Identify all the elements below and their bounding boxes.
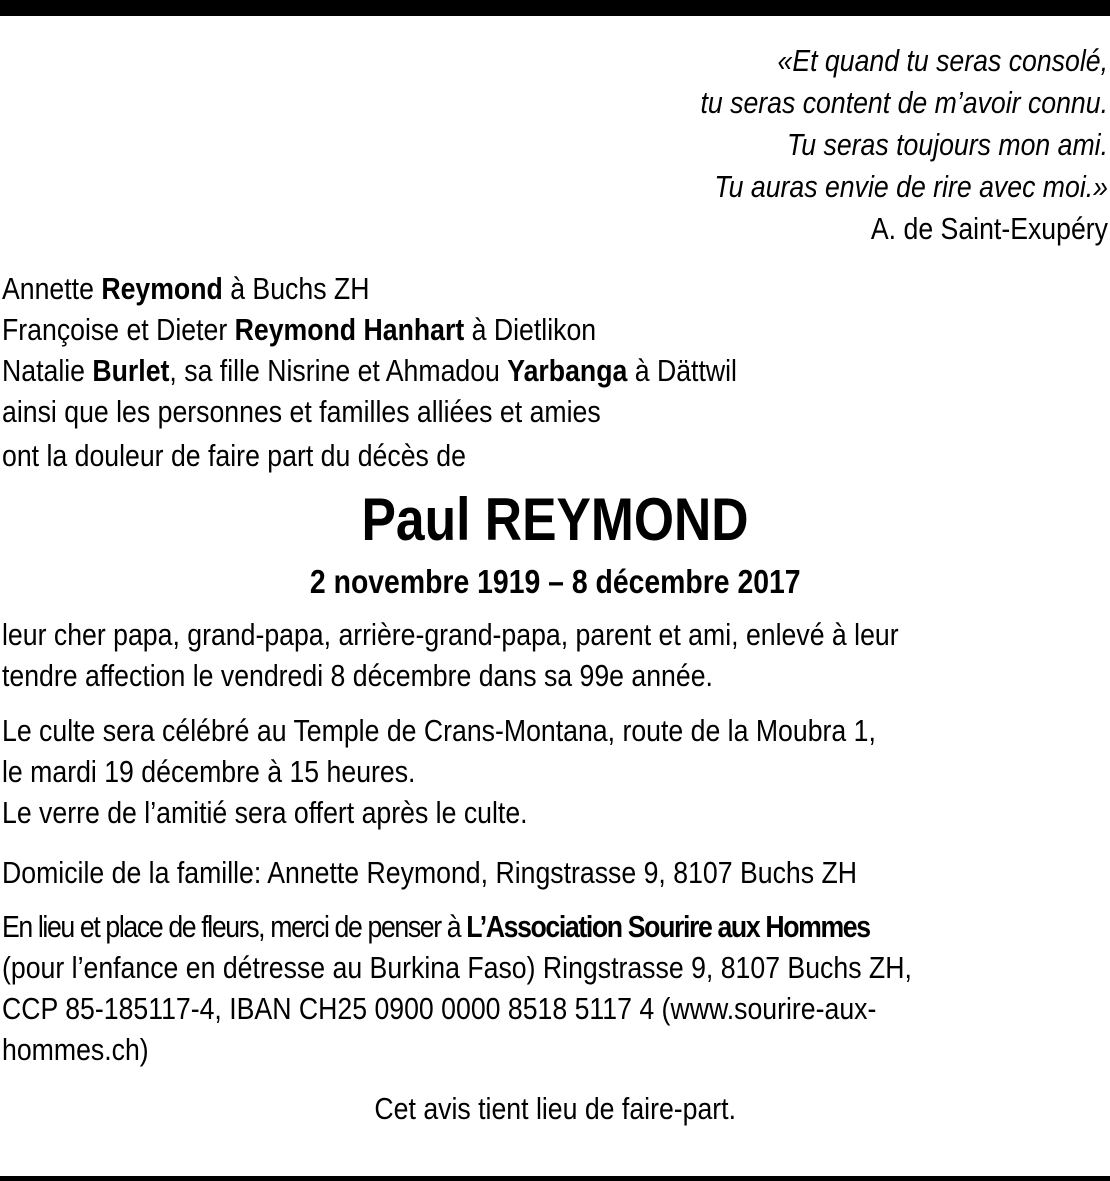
deceased-name-text: Paul REYMOND	[361, 486, 749, 553]
donation-line-2: (pour l’enfance en détresse au Burkina Faso) Ringstrasse 9, 8107 Buchs ZH,	[2, 950, 912, 985]
closing-note	[2, 1088, 1108, 1129]
family-surname: Burlet	[92, 353, 170, 388]
quote-line-2: tu seras content de m’avoir connu.	[700, 85, 1108, 120]
family-list	[2, 268, 1108, 432]
deceased-name	[2, 480, 1108, 560]
family-surname: Reymond	[101, 271, 223, 306]
family-text: à Buchs ZH	[222, 271, 370, 306]
quote-line-3: Tu seras toujours mon ami.	[786, 127, 1108, 162]
family-line-3	[2, 350, 1108, 391]
family-text: Françoise et Dieter	[2, 312, 235, 347]
family-text: , sa fille Nisrine et Ahmadou	[169, 353, 508, 388]
donation-line-3: CCP 85-185117-4, IBAN CH25 0900 0000 8518 5117 4 (www.sourire-aux-	[2, 991, 877, 1026]
bottom-rule	[0, 1176, 1110, 1181]
top-rule	[0, 0, 1110, 16]
tribute-line-2: tendre affection le vendredi 8 décembre dans sa 99e année.	[2, 658, 713, 693]
association-name: L’Association Sourire aux Hommes	[466, 909, 870, 944]
quote-author: A. de Saint-Exupéry	[870, 211, 1108, 246]
domicile-line: Domicile de la famille: Annette Reymond, Ringstrasse 9, 8107 Buchs ZH	[2, 855, 858, 890]
closing-text: Cet avis tient lieu de faire-part.	[374, 1091, 736, 1126]
deceased-dates	[2, 560, 1108, 614]
paragraph-domicile	[2, 852, 1108, 900]
announcement	[2, 432, 1108, 480]
family-line-2	[2, 309, 1108, 350]
family-line-1	[2, 268, 1108, 309]
donation-text: En lieu et place de fleurs, merci de penser à	[2, 909, 467, 944]
family-text: Natalie	[2, 353, 93, 388]
obituary-notice	[2, 40, 1108, 1129]
service-line-1: Le culte sera célébré au Temple de Crans-Montana, route de la Moubra 1,	[2, 713, 876, 748]
quote-line-1: «Et quand tu seras consolé,	[777, 43, 1108, 78]
paragraph-donation	[2, 906, 1108, 1082]
quote-line-4: Tu auras envie de rire avec moi.»	[714, 169, 1108, 204]
service-line-3: Le verre de l’amitié sera offert après le culte.	[2, 795, 528, 830]
paragraph-tribute	[2, 614, 1108, 704]
deceased-dates-text: 2 novembre 1919 – 8 décembre 2017	[309, 563, 801, 600]
family-text: à Dättwil	[627, 353, 737, 388]
family-text: Annette	[2, 271, 102, 306]
family-surname: Yarbanga	[507, 353, 628, 388]
donation-line-1	[2, 906, 1108, 947]
tribute-line-1: leur cher papa, grand-papa, arrière-grand-papa, parent et ami, enlevé à leur	[2, 617, 899, 652]
family-line-4: ainsi que les personnes et familles alliées et amies	[2, 394, 601, 429]
donation-line-4: hommes.ch)	[2, 1032, 149, 1067]
service-line-2: le mardi 19 décembre à 15 heures.	[2, 754, 416, 789]
announcement-text: ont la douleur de faire part du décès de	[2, 438, 466, 473]
paragraph-service	[2, 710, 1108, 846]
family-text: à Dietlikon	[464, 312, 597, 347]
epigraph-quote	[157, 40, 1108, 250]
family-surname: Reymond Hanhart	[234, 312, 465, 347]
